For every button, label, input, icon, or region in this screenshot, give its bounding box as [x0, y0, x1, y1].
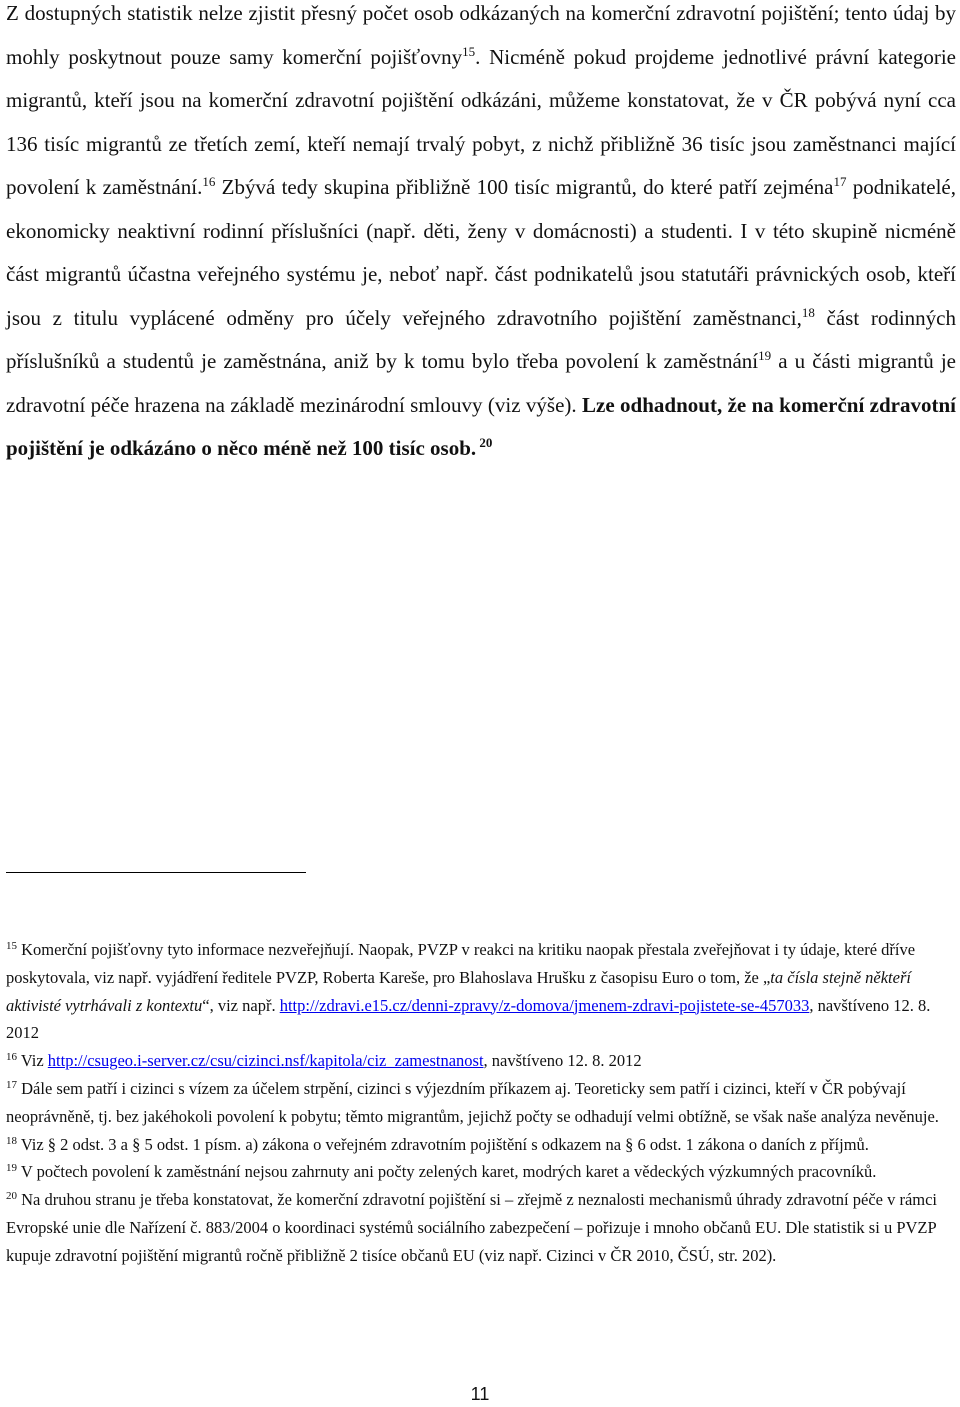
footnote-18 — [6, 1131, 948, 1159]
footnote-text: Dále sem patří i cizinci s vízem za účelem strpění, cizinci s výjezdním příkazem aj. Teoreticky sem patří i cizinci, kteří v ČR pobývají neoprávněně, tj. bez jakéhokoli povolení k pobytu; těmto migrantům, jejichž počty se odhadují velmi obtížně, se však naše analýza nevěnuje. — [6, 1078, 939, 1126]
footnote-16 — [6, 1047, 948, 1075]
page-number: 11 — [470, 1384, 490, 1404]
footnote-text: Viz — [17, 1051, 48, 1071]
footnote-text: , navštíveno 12. 8. 2012 — [483, 1051, 642, 1071]
footnote-20 — [6, 1186, 948, 1269]
body-text-segment: Zbývá tedy skupina přibližně 100 tisíc migrantů, do které patří zejména — [215, 175, 834, 199]
footnote-text: “, viz např. — [202, 995, 280, 1015]
footnote-number: 18 — [6, 1134, 17, 1147]
footnote-text: Komerční pojišťovny tyto informace nezveřejňují. Naopak, PVZP v reakci na kritiku naopak přestala zveřejňovat i ty údaje, které dříve poskytovala, viz např. vyjádření ředitele PVZP, Roberta Kareše, pro Blahoslava Hrušku z časopisu Euro o tom, že „ — [6, 940, 916, 987]
footnote-quote: ta čísla stejně někteří aktivisté vytrhávali z kontextu — [6, 967, 911, 1015]
footnote-number: 17 — [6, 1078, 17, 1091]
footnote-17 — [6, 1075, 948, 1131]
footnote-15 — [6, 936, 948, 1047]
footnote-text: , navštíveno 12. 8. 2012 — [6, 995, 931, 1043]
body-text-segment: část rodinných příslušníků a studentů je zaměstnána, aniž by k tomu bylo třeba povolení k zaměstnání — [6, 305, 956, 373]
footnote-ref-16[interactable]: 16 — [202, 174, 216, 189]
footnote-ref-19[interactable]: 19 — [758, 348, 772, 363]
footnotes-section — [6, 936, 948, 1270]
bold-conclusion: Lze odhadnout, že na komerční zdravotní pojištění je odkázáno o něco méně než 100 tisíc osob. — [6, 392, 956, 460]
footnote-number: 15 — [6, 940, 17, 952]
footnote-ref-18[interactable]: 18 — [801, 304, 815, 320]
footnote-19 — [6, 1158, 948, 1186]
footnote-separator — [6, 872, 306, 873]
body-text-segment: Z dostupných statistik nelze zjistit přesný počet osob odkázaných na komerční zdravotní pojištění; tento údaj by mohly poskytnout pouze samy komerční pojišťovny — [6, 1, 956, 69]
footnote-ref-15[interactable]: 15 — [462, 43, 476, 59]
footnote-number: 16 — [6, 1051, 17, 1064]
footnote-text: V počtech povolení k zaměstnání nejsou zahrnuty ani počty zelených karet, modrých karet a vědeckých výzkumných pracovníků. — [17, 1162, 877, 1182]
body-paragraph — [6, 0, 956, 471]
body-text-segment: podnikatelé, ekonomicky neaktivní rodinní příslušníci (např. děti, ženy v domácnosti) a studenti. I v této skupině nicméně část migrantů účastna veřejného systému je, neboť např. část podnikatelů jsou statutáři právnických osob, kteří jsou z titulu vyplácené odměny pro účely veřejného zdravotního pojištění zaměstnanci, — [6, 175, 956, 330]
footnote-link[interactable]: http://zdravi.e15.cz/denni-zpravy/z-domova/jmenem-zdravi-pojistete-se-457033 — [279, 995, 810, 1015]
footnote-ref-20[interactable]: 20 — [476, 435, 493, 450]
footnote-number: 19 — [6, 1162, 17, 1175]
footnote-text: Viz § 2 odst. 3 a § 5 odst. 1 písm. a) zákona o veřejném zdravotním pojištění s odkazem na § 6 odst. 1 zákona o daních z příjmů. — [17, 1134, 869, 1154]
footnote-text: Na druhou stranu je třeba konstatovat, že komerční zdravotní pojištění si – zřejmě z neznalosti mechanismů úhrady zdravotní péče v rámci Evropské unie dle Nařízení č. 883/2004 o koordinaci systémů sociálního zabezpečení – pořizuje i mnoho občanů EU. Dle statistik si u PVZP kupuje zdravotní pojištění migrantů ročně přibližně 2 tisíce občanů EU (viz např. Cizinci v ČR 2010, ČSÚ, str. 202). — [6, 1190, 938, 1265]
body-text-segment: a u části migrantů je zdravotní péče hrazena na základě mezinárodní smlouvy (viz výše). — [6, 349, 956, 417]
footnote-ref-17[interactable]: 17 — [833, 174, 847, 189]
body-text-segment: . Nicméně pokud projdeme jednotlivé právní kategorie migrantů, kteří jsou na komerční zdravotní pojištění odkázáni, můžeme konstatovat, že v ČR pobývá nyní cca 136 tisíc migrantů ze třetích zemí, kteří nemají trvalý pobyt, z nichž přibližně 36 tisíc jsou zaměstnanci mající povolení k zaměstnání. — [6, 44, 956, 199]
footnote-number: 20 — [6, 1190, 17, 1203]
footnote-link[interactable]: http://csugeo.i-server.cz/csu/cizinci.nsf/kapitola/ciz_zamestnanost — [47, 1051, 484, 1071]
